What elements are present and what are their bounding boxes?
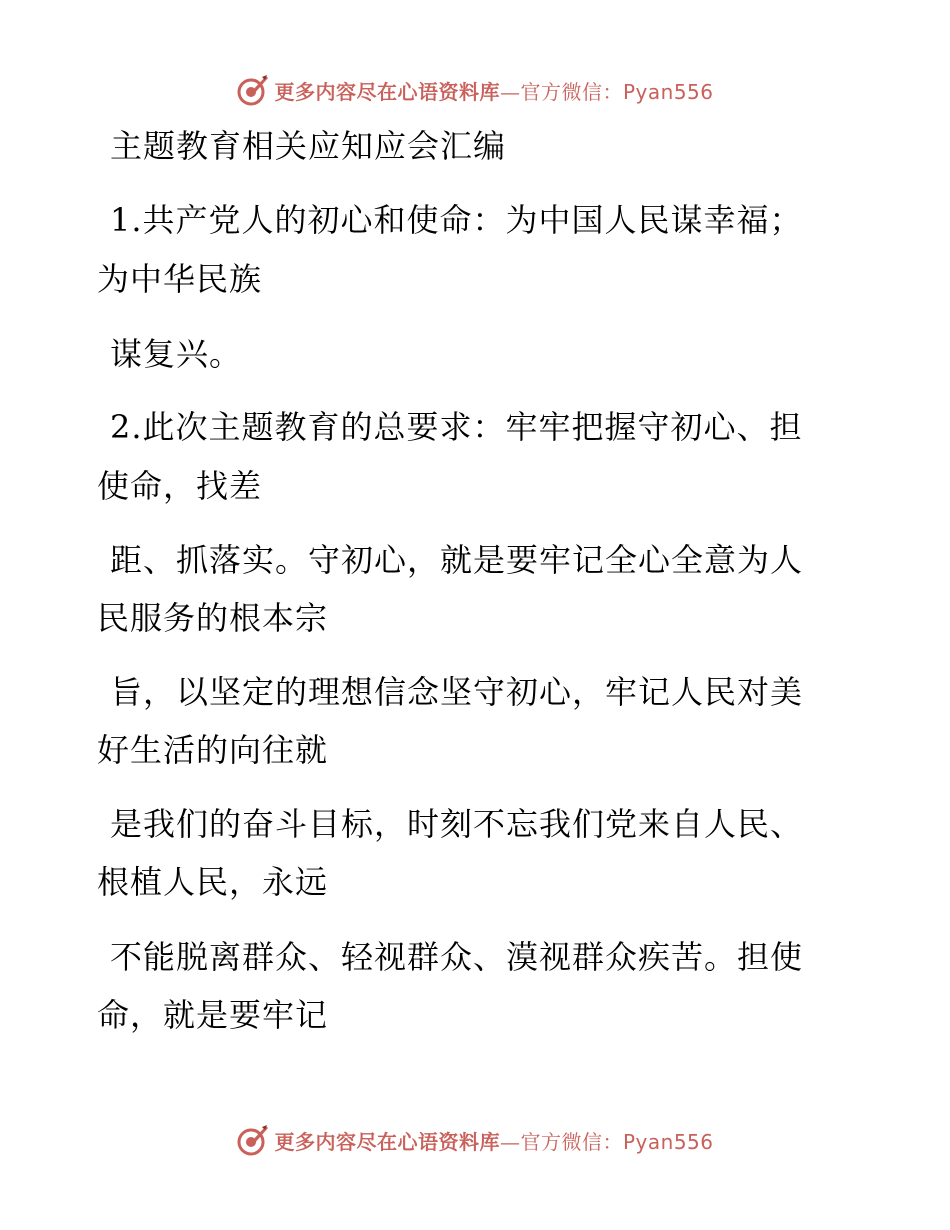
- text-line: 命，就是要牢记: [97, 996, 329, 1034]
- watermark-label: 官方微信：: [520, 1129, 623, 1154]
- watermark-dash: —: [499, 79, 521, 104]
- watermark-account: Pyan556: [622, 1129, 714, 1154]
- watermark-dash: —: [499, 1129, 521, 1154]
- text-line: 民服务的根本宗: [97, 599, 329, 637]
- text-line: 使命，找差: [97, 467, 263, 505]
- text-line: 1.共产党人的初心和使命：为中国人民谋幸福；: [110, 201, 803, 239]
- text-line: 不能脱离群众、轻视群众、漠视群众疾苦。担使: [110, 938, 804, 976]
- watermark-account: Pyan556: [622, 79, 714, 104]
- text-line: 谋复兴。: [110, 335, 243, 373]
- text-line: 为中华民族: [97, 260, 263, 298]
- text-line: 旨，以坚定的理想信念坚守初心，牢记人民对美: [110, 673, 804, 711]
- text-line: 是我们的奋斗目标，时刻不忘我们党来自人民、: [110, 805, 804, 843]
- watermark-brand: 更多内容尽在心语资料库: [274, 79, 500, 104]
- document-title: 主题教育相关应知应会汇编: [110, 127, 507, 165]
- text-line: 根植人民，永远: [97, 863, 329, 901]
- watermark-label: 官方微信：: [520, 79, 623, 104]
- footer-watermark: [0, 1120, 950, 1160]
- watermark-brand: 更多内容尽在心语资料库: [274, 1129, 500, 1154]
- text-line: 距、抓落实。守初心，就是要牢记全心全意为人: [110, 541, 804, 579]
- text-line: 好生活的向往就: [97, 731, 329, 769]
- quill-circle-logo-icon: [236, 1123, 270, 1157]
- text-line: 2.此次主题教育的总要求：牢牢把握守初心、担: [110, 408, 803, 446]
